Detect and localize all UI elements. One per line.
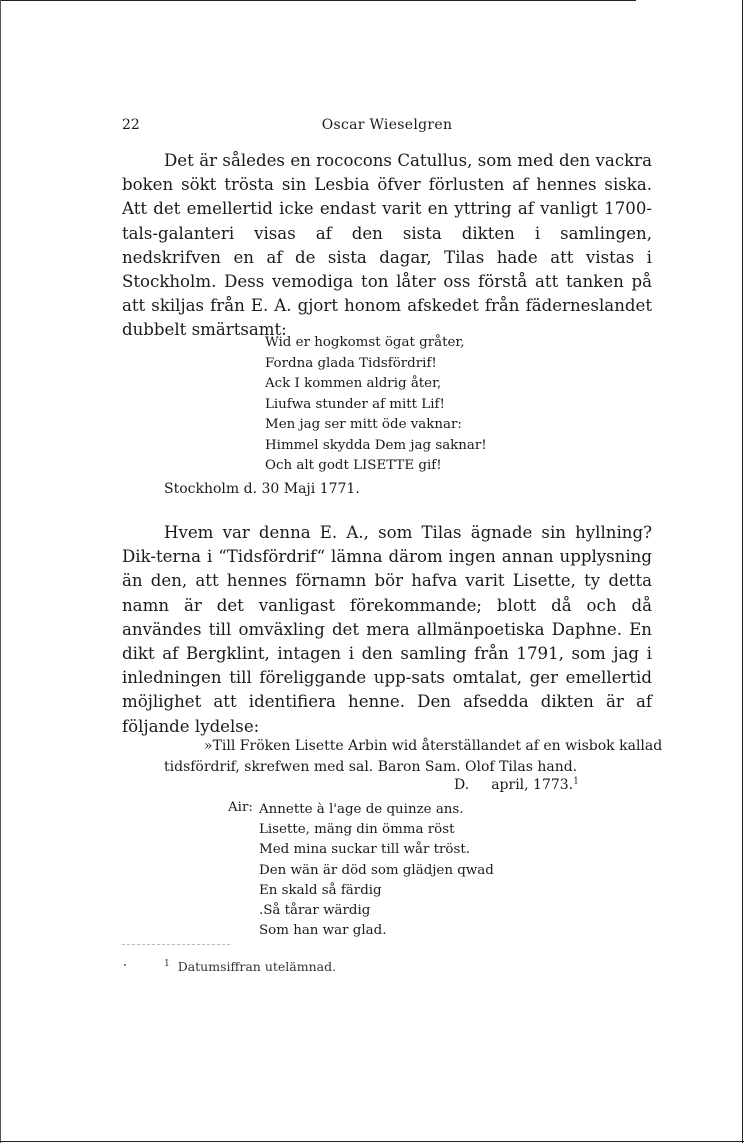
poem-signoff: Stockholm d. 30 Maji 1771. — [164, 481, 360, 497]
dateline-date: april, 1773. — [491, 777, 574, 793]
footnote-reference: 1 — [573, 776, 579, 787]
poem-line: .Så tårar wärdig — [259, 903, 371, 919]
poem-line: Wid er hogkomst ögat gråter, — [265, 335, 465, 350]
poem-lisette — [265, 333, 487, 477]
dateline-place: D. — [454, 777, 470, 793]
poem-line: Fordna glada Tidsfördrif! — [265, 355, 437, 371]
scan-border-left — [0, 0, 1, 1143]
running-header — [122, 117, 652, 137]
scan-border-top — [0, 0, 636, 1]
air-label: Air: — [228, 800, 253, 815]
footnote-mark: 1 — [164, 958, 170, 969]
poem-line: Men jag ser mitt öde vaknar: — [265, 417, 462, 432]
poem-line: Liufwa stunder af mitt Lif! — [265, 396, 445, 412]
poem-line: Lisette, mäng din ömma röst — [259, 822, 455, 838]
footnote-rule — [122, 944, 230, 945]
poem-line: Som han war glad. — [259, 923, 387, 939]
footnote — [164, 959, 336, 974]
scan-border-right — [742, 0, 743, 1143]
scan-speck — [124, 964, 126, 966]
poem-line: Annette à l'age de quinze ans. — [259, 802, 464, 817]
poem-heading-line-2: tidsfördrif, skrefwen med sal. Baron Sam. Olof Tilas hand. — [164, 758, 578, 775]
running-title: Oscar Wieselgren — [321, 117, 453, 133]
poem-line: Och alt godt LISETTE gif! — [265, 458, 442, 473]
poem-line: Med mina suckar till wår tröst. — [259, 842, 471, 858]
poem-line: Himmel skydda Dem jag saknar! — [265, 437, 487, 453]
body-paragraph-2: Hvem var denna E. A., som Tilas ägnade sin hyllning? Dik-terna i “Tidsfördrif“ lämna därom ingen annan upplysning än den, att hennes förnamn bör hafva varit Lisette, ty detta namn är det vanligast förekommande; blott då och då användes till omväxling det mera allmänpoetiska Daphne. En dikt af Bergklint, intagen i den samling från 1791, som jag i inledningen till föreliggande upp-sats omtalat, ger emellertid möjlighet att identifiera henne. Den afsedda dikten är af följande lydelse: — [122, 523, 652, 736]
poem-bergklint — [259, 800, 494, 941]
poem-line: Ack I kommen aldrig åter, — [265, 376, 442, 391]
footnote-text: Datumsiffran utelämnad. — [177, 959, 337, 974]
body-paragraph-1: Det är således en rococons Catullus, som med den vackra boken sökt trösta sin Lesbia öfver förlusten af hennes siska. Att det emellertid icke endast varit en yttring af vanligt 1700-tals-galanteri visas af den sista dikten i samlingen, nedskrifven en af de sista dagar, Tilas hade att vistas i Stockholm. Dess vemodiga ton låter oss förstå att tanken på att skiljas från E. A. gjort honom afskedet från fäderneslandet dubbelt smärtsamt: — [122, 151, 652, 340]
poem-heading — [164, 736, 663, 777]
poem-line: En skald så färdig — [259, 882, 382, 898]
poem-dateline — [454, 777, 579, 793]
poem-heading-line-1: »Till Fröken Lisette Arbin wid återställandet af en wisbok kallad — [204, 738, 663, 754]
poem-line: Den wän är död som glädjen qwad — [259, 862, 494, 878]
scan-border-bottom — [0, 1141, 744, 1142]
page-number: 22 — [122, 117, 140, 133]
